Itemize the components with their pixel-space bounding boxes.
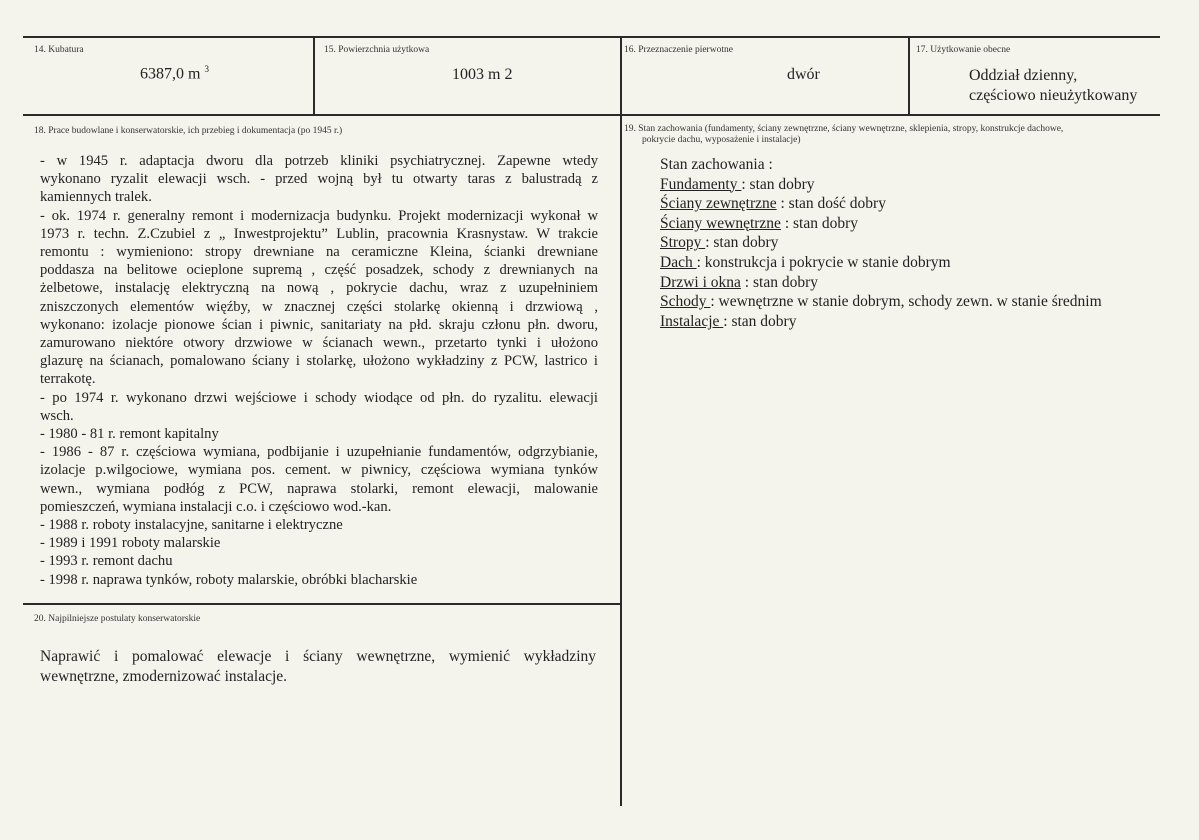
- prace-line: poddasza na belitowe ocieplone supremą , część posadzek, schody z drewnianych na: [40, 262, 598, 279]
- stan-item-text: : stan dobry: [723, 312, 797, 330]
- stan-item-name: Stropy: [660, 234, 706, 252]
- prace-line: zamurowano niektóre otwory drzwiowe w ścianach wewn., przetarto tynki i ułożono: [40, 335, 598, 352]
- prace-line: wsch.: [40, 407, 74, 424]
- stan-item: [660, 253, 1102, 273]
- prace-line: - 1986 - 87 r. częściowa wymiana, podbijanie i uzupełnianie fundamentów, odgrzybianie,: [40, 444, 598, 461]
- prace-body: [40, 152, 598, 589]
- prace-line: - 1993 r. remont dachu: [40, 553, 173, 570]
- stan-item: [660, 214, 1102, 234]
- col-divider-1: [313, 36, 315, 116]
- kubatura-number: 6387,0 m: [140, 65, 201, 83]
- stan-item-name: Schody: [660, 293, 711, 311]
- col-divider-3: [908, 36, 910, 116]
- stan-item: [660, 312, 1102, 332]
- stan-item-text: : konstrukcja i pokrycie w stanie dobrym: [696, 253, 951, 271]
- prace-line: remontu : wymieniono: stropy drewniane na ceramiczne Kleina, ścianki drewniane: [40, 244, 598, 261]
- stan-label-line1: 19. Stan zachowania (fundamenty, ściany zewnętrzne, ściany wewnętrzne, sklepienia, stropy, konstrukcje dachowe,: [624, 124, 1064, 134]
- stan-item-text: : stan dobry: [741, 175, 815, 193]
- stan-item-text: : stan dobry: [705, 234, 779, 252]
- stan-list: [660, 155, 1102, 331]
- kubatura-label: 14. Kubatura: [34, 45, 84, 55]
- prace-line: - 1980 - 81 r. remont kapitalny: [40, 426, 219, 443]
- stan-items: [660, 175, 1102, 332]
- stan-item: [660, 273, 1102, 293]
- stan-label-line2: pokrycie dachu, wyposażenie i instalacje): [642, 135, 801, 145]
- top-border: [23, 36, 1160, 38]
- prace-line: - ok. 1974 r. generalny remont i modernizacja budynku. Projekt modernizacji wykonał w: [40, 207, 598, 224]
- stan-item-text: : wewnętrzne w stanie dobrym, schody zewn. w stanie średnim: [710, 293, 1102, 311]
- stan-item-name: Ściany wewnętrzne: [660, 214, 781, 232]
- uzytkowanie-label: 17. Użytkowanie obecne: [916, 45, 1011, 55]
- postulaty-line1: Naprawić i pomalować elewacje i ściany wewnętrzne, wymienić wykładziny: [40, 648, 596, 665]
- prace-line: izolacje p.wilgociowe, wymiana pos. cement. w piwnicy, częściowa wymiana tynków: [40, 462, 598, 479]
- prace-line: - 1998 r. naprawa tynków, roboty malarskie, obróbki blacharskie: [40, 571, 418, 588]
- prace-line: - w 1945 r. adaptacja dworu dla potrzeb kliniki psychiatrycznej. Zapewne wtedy: [40, 153, 598, 169]
- uzytkowanie-value-line1: Oddział dzienny,: [969, 67, 1078, 84]
- stan-item-name: Drzwi i okna: [660, 273, 741, 291]
- stan-item: [660, 233, 1102, 253]
- prace-line: - po 1974 r. wykonano drzwi wejściowe i schody wiodące od płn. do ryzalitu. elewacji: [40, 389, 598, 406]
- postulaty-body: [40, 647, 596, 687]
- prace-line: zniszczonych elementów więźby, w znacznej części stolarkę okienną i drzwiową ,: [40, 298, 598, 315]
- prace-line: żelbetowe, instalację elektryczną na nową , pokrycie dachu, wraz z uzupełniniem: [40, 280, 598, 297]
- stan-item-name: Dach: [660, 253, 697, 271]
- stan-heading: Stan zachowania :: [660, 156, 773, 173]
- stan-item: [660, 194, 1102, 214]
- prace-line: pomieszczeń, wymiana instalacji c.o. i częściowo wod.-kan.: [40, 498, 392, 515]
- przeznaczenie-label: 16. Przeznaczenie pierwotne: [624, 45, 733, 55]
- row1-bottom-border: [23, 114, 1160, 116]
- prace-line: wykonano ryzalit elewacji wsch. - przed wojną był tu otwarty taras z balustradą z: [40, 171, 598, 188]
- stan-item-text: : stan dobry: [780, 214, 858, 232]
- powierzchnia-label: 15. Powierzchnia użytkowa: [324, 45, 430, 55]
- prace-line: glazurę na ścianach, pomalowano ściany i stolarkę, ułożono wykładziny z PCW, lastrico i: [40, 353, 598, 370]
- stan-item: [660, 175, 1102, 195]
- prace-line: - 1988 r. roboty instalacyjne, sanitarne i elektryczne: [40, 517, 343, 534]
- stan-item-name: Instalacje: [660, 312, 724, 330]
- prace-label: 18. Prace budowlane i konserwatorskie, ich przebieg i dokumentacja (po 1945 r.): [34, 126, 343, 136]
- kubatura-unit-exponent: 3: [204, 64, 209, 74]
- stan-item-text: : stan dość dobry: [776, 195, 886, 213]
- postulaty-line2: wewnętrzne, zmodernizować instalacje.: [40, 668, 288, 685]
- powierzchnia-value: 1003 m 2: [452, 66, 513, 83]
- prace-line: kamiennych tralek.: [40, 189, 152, 206]
- col-divider-2: [620, 36, 622, 806]
- uzytkowanie-value-line2: częściowo nieużytkowany: [969, 87, 1138, 104]
- stan-item-name: Fundamenty: [660, 175, 742, 193]
- postulaty-label: 20. Najpilniejsze postulaty konserwatorskie: [34, 614, 201, 624]
- stan-item: [660, 292, 1102, 312]
- stan-item-name: Ściany zewnętrzne: [660, 195, 777, 213]
- przeznaczenie-value: dwór: [787, 66, 820, 83]
- kubatura-value: [140, 64, 209, 83]
- stan-item-text: : stan dobry: [740, 273, 818, 291]
- prace-line: wewn., wymiana podłóg z PCW, naprawa stolarki, remont elewacji, malowanie: [40, 480, 598, 497]
- prace-line: 1973 r. techn. Z.Czubiel z „ Inwestprojektu” Lublin, pracownia Krasnystaw. W trakcie: [40, 225, 598, 242]
- prace-line: terrakotę.: [40, 371, 96, 388]
- section18-bottom-border: [23, 603, 622, 605]
- prace-line: - 1989 i 1991 roboty malarskie: [40, 535, 221, 552]
- prace-line: wykonano: izolacje pionowe ścian i piwnic, sanitariaty na płd. skraju członu płn. dworu,: [40, 316, 598, 333]
